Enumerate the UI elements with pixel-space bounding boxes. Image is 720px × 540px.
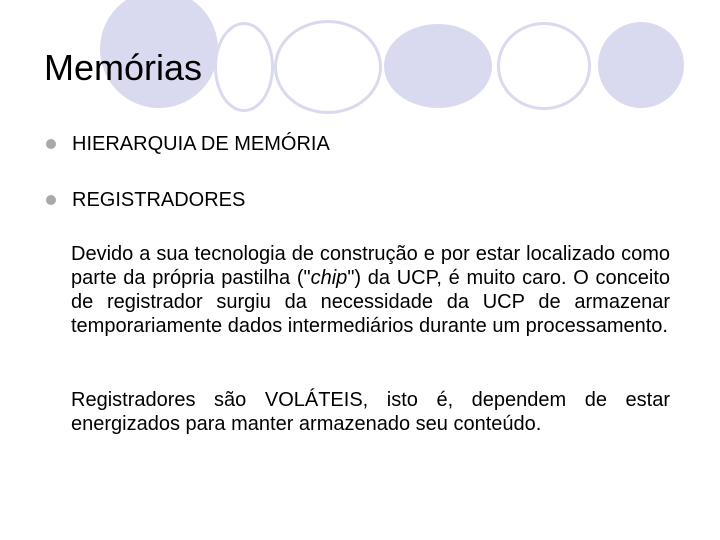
decorative-circle-2 xyxy=(214,22,274,112)
bullet-label: REGISTRADORES xyxy=(72,189,246,211)
bullet-label: HIERARQUIA DE MEMÓRIA xyxy=(72,133,330,155)
bullet-dot-icon xyxy=(46,195,56,205)
bullet-dot-icon xyxy=(46,139,56,149)
bullet-item-hierarquia xyxy=(46,131,330,157)
bullet-item-registradores xyxy=(46,187,245,213)
paragraph-registradores-volateis: Registradores são VOLÁTEIS, isto é, dependem de estar energizados para manter armazenado seu conteúdo. xyxy=(71,389,670,435)
decorative-circle-5 xyxy=(497,22,591,110)
paragraph-text-start: Devido a sua tecnologia de construção e por estar localizado como parte da própria pastilha (" xyxy=(71,243,670,289)
paragraph-registradores-definicao xyxy=(71,242,670,338)
decorative-circle-4 xyxy=(384,24,492,108)
paragraph-text-end: ") da UCP, é muito caro. O conceito de registrador surgiu da necessidade da UCP de armazenar temporariamente dados intermediários durante um processamento. xyxy=(71,267,670,337)
paragraph-emphasis: chip xyxy=(310,267,348,289)
decorative-circle-6 xyxy=(598,22,684,108)
slide-title: Memórias xyxy=(44,47,203,88)
decorative-circle-3 xyxy=(274,20,382,114)
